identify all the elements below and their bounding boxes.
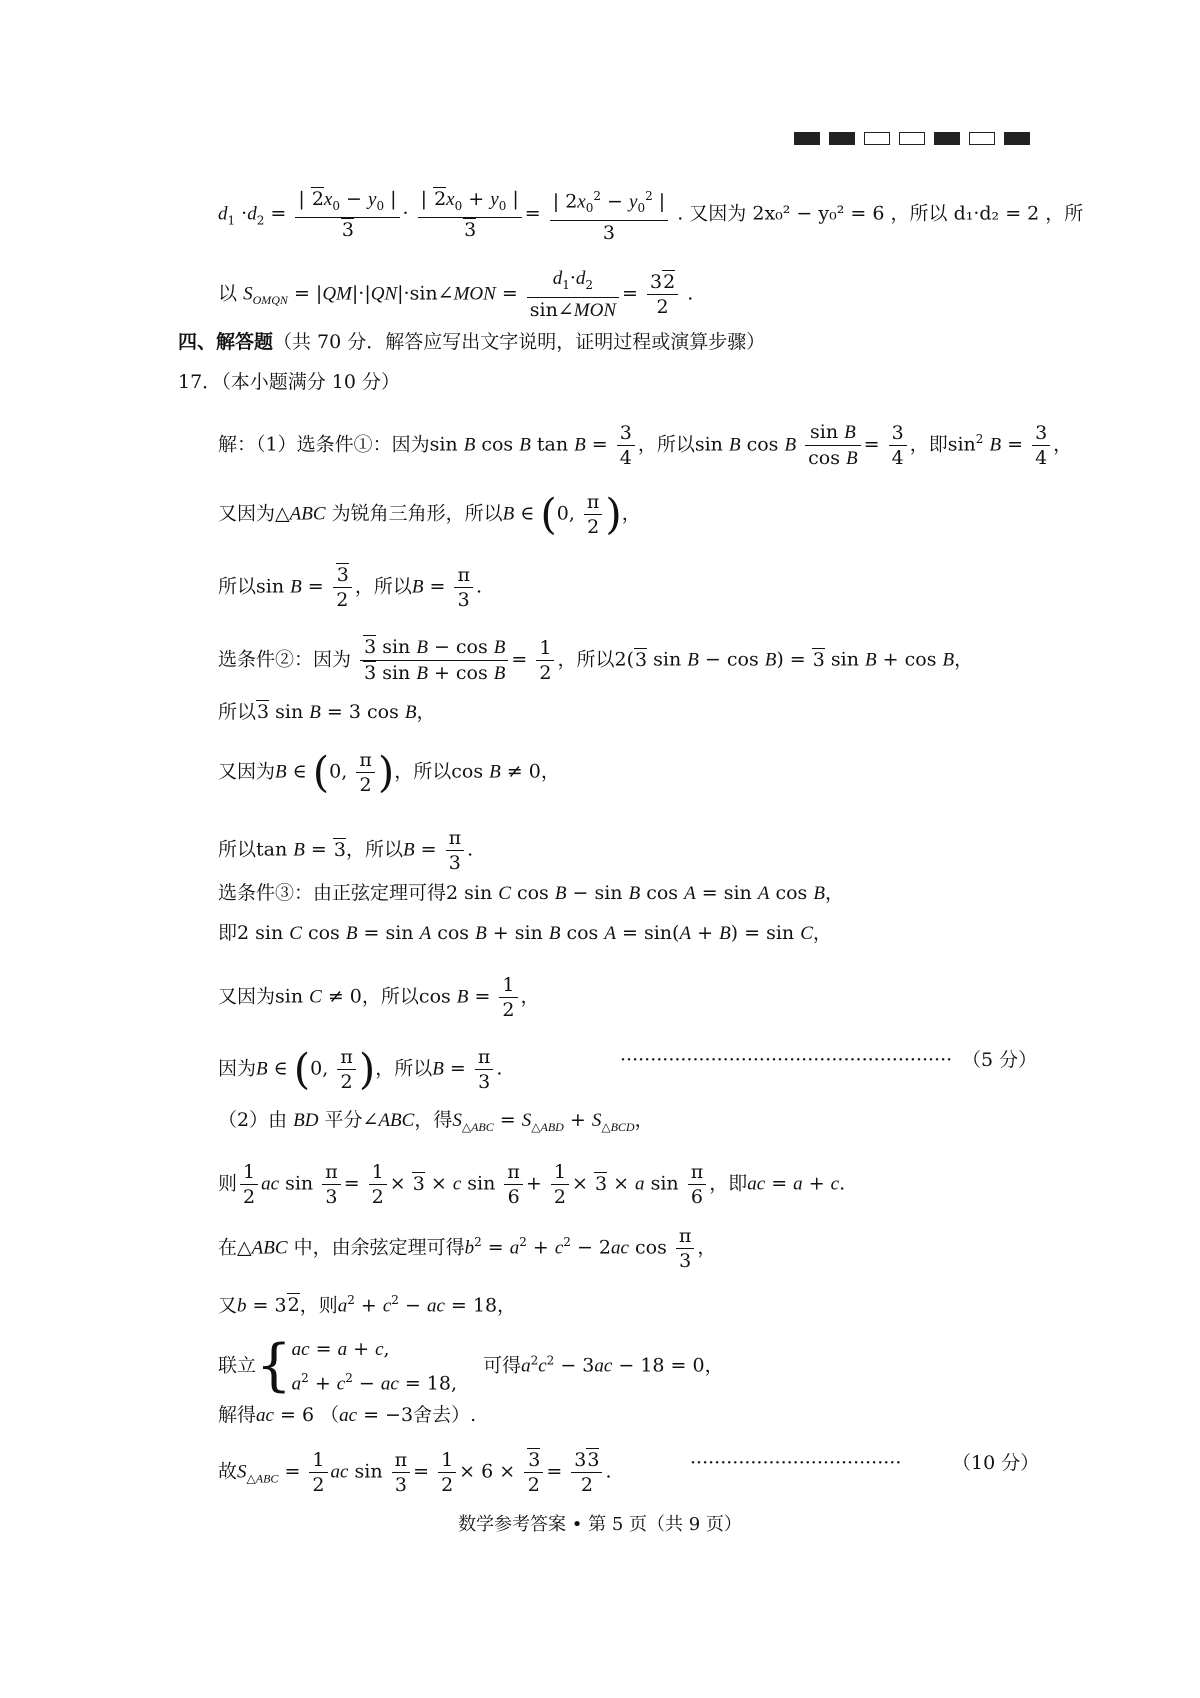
text-29: ，则 <box>299 1294 338 1317</box>
page-footer: 数学参考答案 • 第 5 页（共 9 页） <box>458 1514 742 1535</box>
cont-text-c: ，所 <box>1045 202 1084 225</box>
section-title: 四、解答题 <box>178 331 274 353</box>
text-26: 在△ <box>218 1236 252 1259</box>
marker-block <box>829 132 855 145</box>
question-number: 17． <box>178 371 222 393</box>
part-2-line-1: （2）由 BD 平分∠ABC，得$S_{\triangle ABC} = S_{\triangle ABD} + S_{\triangle BCD}$， <box>218 1109 654 1134</box>
condition-2-line-1: 选条件②：因为 $\frac{\text{3 sin B − cos B}}{\text{3 sin B + cos B}}$ = $\frac{1}{2}$ ，所以2(3 sin B − cos B) = 3 sin B + cos B， <box>218 636 974 684</box>
text-34: 舍去）. <box>413 1404 477 1426</box>
text-4: 又因为△ <box>218 502 290 525</box>
text-6: 所以 <box>218 575 257 598</box>
text-18: ，所以 <box>361 985 419 1008</box>
cont-result: d₁·d₂ = 2 <box>953 202 1040 225</box>
marker-block <box>969 132 995 145</box>
part-2-line-7: 故$S_{\triangle ABC}$ = $\frac{1}{2}$ ac sin $\frac{\pi}{3}$ = $\frac{1}{2}$ × 6 × $\frac{3}{2}$ = $\frac{33}{2}$ . <box>218 1449 612 1496</box>
marker-block <box>934 132 960 145</box>
solution-line-1: 解：（1）选条件①：因为sin B cos B tan B = $\frac{3}{4}$ ，所以sin B cos B $\frac{\text{sin B}}{\text{cos B}}$ = $\frac{3}{4}$ ，即$\sin^2 B$ = $\frac{3}{4}$ ， <box>218 421 1073 469</box>
marker-block <box>1004 132 1030 145</box>
text-3: ，即 <box>909 433 948 456</box>
condition-3-line-3: 又因为sin C ≠ 0，所以cos B = $\frac{1}{2}$ ， <box>218 974 540 1021</box>
text-1: 解：（1）选条件①：因为 <box>218 433 430 456</box>
score-5: （5 分） <box>962 1049 1038 1071</box>
marker-block <box>864 132 890 145</box>
text-8: 选条件②：因为 <box>218 648 352 671</box>
score-leader-dots: ··································· <box>690 1452 902 1474</box>
text-27: 中，由余弦定理可得 <box>293 1236 465 1259</box>
text-25: ，即 <box>709 1172 748 1195</box>
score-leader-dots: ······················································· <box>620 1049 953 1071</box>
marker-block <box>899 132 925 145</box>
text-24: 则 <box>218 1172 238 1195</box>
condition-3-line-4: 因为B ∈ (0, $\frac{\pi}{2}$ )，所以B = $\frac{\pi}{3}$ . <box>218 1044 503 1094</box>
text-10: 所以 <box>218 701 257 723</box>
continuation-line-1: $d_1 \cdot d_2$ = $\frac{| 2x_0 - y_0 |}{3}$ · $\frac{| 2x_0 + y_0 |}{3}$ = $\frac{| 2x_0^2 - y_0^2 |}{3}$ . 又因为 2x₀² − y₀² = 6 ，所以 d₁·d₂ = 2 ，所 <box>218 184 1083 245</box>
continuation-line-2: 以 $S_{OMQN}$ = |QM|·|QN|·sin∠MON = $\frac{d_1\cdot d_2}{\text{sin∠MON}}$ = $\frac{32}{2}$ . <box>218 267 694 321</box>
text-22: 平分 <box>324 1109 363 1131</box>
section-heading <box>178 327 765 357</box>
condition-2-line-2: 所以3 sin B = 3 cos B， <box>218 701 436 723</box>
section-desc: （共 70 分．解答应写出文字说明，证明过程或演算步骤） <box>273 331 766 353</box>
text-35: 故 <box>218 1460 238 1483</box>
text-2: ，所以 <box>637 433 695 456</box>
condition-3-line-1: 选条件③：由正弦定理可得2 sin C cos B − sin B cos A = sin A cos B， <box>218 882 844 904</box>
text-19: 因为 <box>218 1057 257 1080</box>
cont-l2-text: 以 <box>218 282 238 305</box>
text-28: 又 <box>218 1294 238 1317</box>
part-2-line-5: 联立{ ac = a + c, $a^2 + c^2$ − ac = 18, 可得$a^2c^2 - 3ac - 18 = 0$， <box>218 1333 724 1399</box>
condition-2-line-4: 所以tan B = 3，所以B = $\frac{\pi}{3}$ . <box>218 827 474 874</box>
text-33: （ <box>320 1404 340 1426</box>
part-2-line-6: 解得ac = 6 （ac = −3舍去）. <box>218 1404 477 1426</box>
cont-eq: 2x₀² − y₀² = 6 <box>752 202 885 225</box>
condition-3-line-2: 即2 sin C cos B = sin A cos B + sin B cos A = sin(A + B) = sin C， <box>218 922 832 944</box>
text-20: ，所以 <box>375 1057 433 1080</box>
part-2-line-4: 又b = 32，则$a^2 + c^2$ − ac = 18， <box>218 1293 517 1317</box>
text-11: 又因为 <box>218 760 276 783</box>
text-12: ，所以 <box>394 760 452 783</box>
part-2-line-2: 则 $\frac{1}{2}$ ac sin $\frac{\pi}{3}$ = $\frac{1}{2}$ × 3 × c sin $\frac{\pi}{6}$ + $\frac{1}{2}$ × 3 × a sin $\frac{\pi}{6}$ ，即ac = a + c. <box>218 1161 846 1208</box>
text-9: ，所以 <box>557 648 615 671</box>
text-31: 可得 <box>483 1354 522 1377</box>
question-points: （本小题满分 10 分） <box>221 371 400 393</box>
text-30: 联立 <box>218 1354 257 1377</box>
cont-text-b: ，所以 <box>890 202 948 225</box>
solution-line-3: 所以sin B = $\frac{3}{2}$ ，所以B = $\frac{\pi}{3}$ . <box>218 564 482 611</box>
condition-2-line-3: 又因为B ∈ (0, $\frac{\pi}{2}$ )，所以cos B ≠ 0， <box>218 747 560 797</box>
marker-block <box>794 132 820 145</box>
part-2-line-3: 在△ABC 中，由余弦定理可得$b^2 = a^2 + c^2 - 2ac$ cos $\frac{\pi}{3}$ ， <box>218 1225 717 1272</box>
text-21: （2）由 <box>218 1109 288 1131</box>
header-marker-blocks <box>794 132 1030 145</box>
text-16: 即 <box>218 922 238 944</box>
question-17-header <box>178 367 400 397</box>
text-32: 解得 <box>218 1404 257 1426</box>
cont-l2-end: . <box>687 282 694 305</box>
text-13: 所以 <box>218 838 257 861</box>
text-23: ，得 <box>414 1109 453 1131</box>
text-7: ，所以 <box>354 575 412 598</box>
solution-line-2: 又因为△ABC 为锐角三角形，所以B ∈ (0, $\frac{\pi}{2}$ )， <box>218 489 641 539</box>
cont-text-a: . 又因为 <box>677 202 747 225</box>
text-15: 选条件③：由正弦定理可得 <box>218 882 447 904</box>
text-5: 为锐角三角形，所以 <box>331 502 503 525</box>
score-10: （10 分） <box>952 1452 1040 1474</box>
text-14: ，所以 <box>345 838 403 861</box>
text-17: 又因为 <box>218 985 276 1008</box>
